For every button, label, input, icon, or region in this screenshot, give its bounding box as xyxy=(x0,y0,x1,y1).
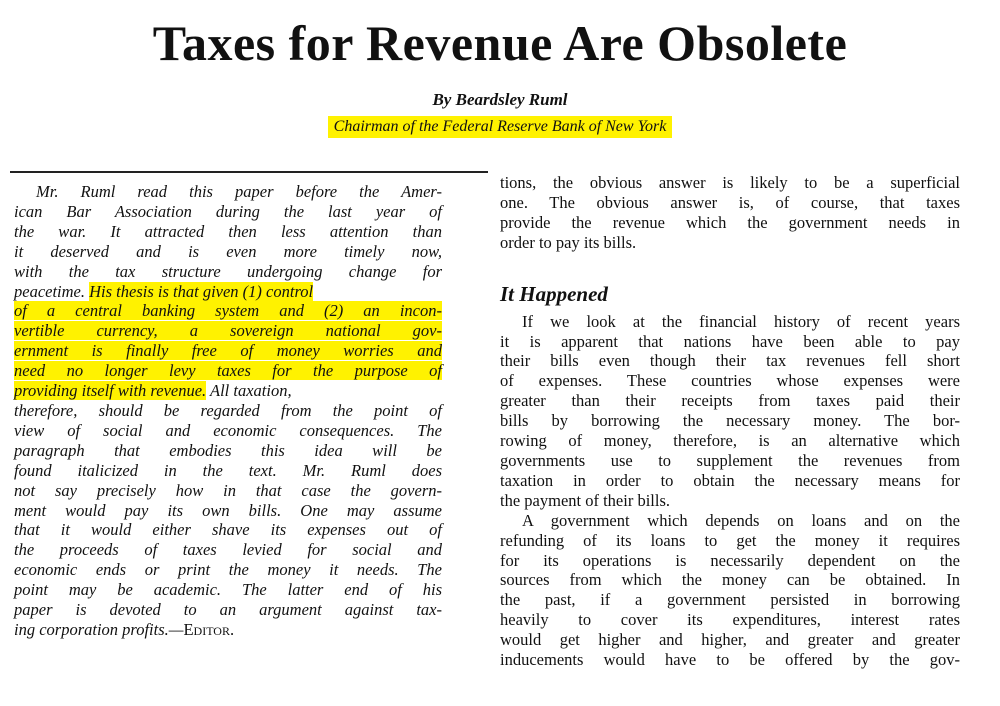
body-line: of expenses. These countries whose expenses were xyxy=(500,371,960,391)
editor-note-line: view of social and economic consequences. The xyxy=(14,420,442,440)
editor-note-line: the war. It attracted then less attention than xyxy=(14,221,442,241)
byline: By Beardsley Ruml xyxy=(432,90,568,109)
body-line: it is apparent that nations have been able to pay xyxy=(500,331,960,351)
affiliation-container xyxy=(0,116,1000,138)
body-line: their bills even though their tax revenues fell short xyxy=(500,351,960,371)
body-line: the past, if a government persisted in borrowing xyxy=(500,590,960,610)
body-line: provide the revenue which the government needs in xyxy=(500,212,960,232)
section-heading: It Happened xyxy=(500,281,608,306)
editor-note-line: point may be academic. The latter end of his xyxy=(14,580,442,600)
body-line: bills by borrowing the necessary money. The bor- xyxy=(500,411,960,431)
editor-note-line: economic ends or print the money it needs. The xyxy=(14,560,442,580)
body-line: would get higher and higher, and greater and greater xyxy=(500,630,960,650)
article-body-column xyxy=(500,173,960,670)
editor-note-line xyxy=(14,301,442,321)
body-line: for its operations is necessarily dependent on the xyxy=(500,550,960,570)
body-line: If we look at the financial history of recent years xyxy=(522,311,960,331)
highlighted-thesis: of a central banking system and (2) an incon- xyxy=(14,301,442,321)
editor-note-line: the proceeds of taxes levied for social and xyxy=(14,540,442,560)
article-title: Taxes for Revenue Are Obsolete xyxy=(152,15,848,71)
editor-note-line: it deserved and is even more timely now, xyxy=(14,241,442,261)
editor-note-text: peacetime. xyxy=(14,281,86,301)
highlighted-thesis: vertible currency, a sovereign national gov- xyxy=(14,321,442,341)
editor-note-line: not say precisely how in that case the govern- xyxy=(14,480,442,500)
body-line: inducements would have to be offered by the gov- xyxy=(500,650,960,670)
editor-note-rule xyxy=(10,171,488,173)
highlighted-thesis: ernment is finally free of money worries and xyxy=(14,341,442,361)
body-line: A government which depends on loans and on the xyxy=(522,510,960,530)
body-line: sources from which the money can be obtained. In xyxy=(500,570,960,590)
editor-note-line xyxy=(14,282,442,302)
body-line: heavily to cover its expenditures, interest rates xyxy=(500,610,960,630)
body-line: one. The obvious answer is, of course, that taxes xyxy=(500,192,960,212)
body-line: tions, the obvious answer is likely to be a superficial xyxy=(500,173,960,192)
editor-note-column xyxy=(14,182,442,640)
editor-note-line xyxy=(14,321,442,341)
affiliation-highlighted: Chairman of the Federal Reserve Bank of New York xyxy=(328,116,673,138)
editor-note-text: ing corporation profits.— xyxy=(14,619,184,639)
body-line: rowing of money, therefore, is an alternative which xyxy=(500,431,960,451)
body-line: the payment of their bills. xyxy=(500,490,671,510)
editor-note-line: paragraph that embodies this idea will be xyxy=(14,440,442,460)
highlighted-thesis: providing itself with revenue. xyxy=(14,381,207,401)
body-line: refunding of its loans to get the money it requires xyxy=(500,530,960,550)
editor-note-line xyxy=(14,341,442,361)
editor-note-line: found italicized in the text. Mr. Ruml does xyxy=(14,460,442,480)
editor-note-line: therefore, should be regarded from the point of xyxy=(14,400,442,420)
highlighted-thesis: His thesis is that given (1) control xyxy=(89,281,314,301)
editor-note-line: paper is devoted to an argument against tax- xyxy=(14,600,442,620)
body-line: order to pay its bills. xyxy=(500,232,637,252)
editor-note-line: that it would either shave its expenses out of xyxy=(14,520,442,540)
editor-note-line: ican Bar Association during the last year of xyxy=(14,201,442,221)
editor-note-line xyxy=(14,620,442,640)
editor-note-line: Mr. Ruml read this paper before the Amer- xyxy=(36,182,442,201)
body-line: governments use to supplement the revenues from xyxy=(500,450,960,470)
highlighted-thesis: need no longer levy taxes for the purpose of xyxy=(14,361,442,381)
body-line: greater than their receipts from taxes paid their xyxy=(500,391,960,411)
editor-note-text: All taxation, xyxy=(210,381,292,401)
editor-signature: Editor. xyxy=(183,619,235,639)
editor-note-line xyxy=(14,381,442,401)
body-line: taxation in order to obtain the necessary means for xyxy=(500,470,960,490)
editor-note-line: with the tax structure undergoing change for xyxy=(14,261,442,281)
editor-note-line xyxy=(14,361,442,381)
editor-note-line: ment would pay its own bills. One may assume xyxy=(14,500,442,520)
